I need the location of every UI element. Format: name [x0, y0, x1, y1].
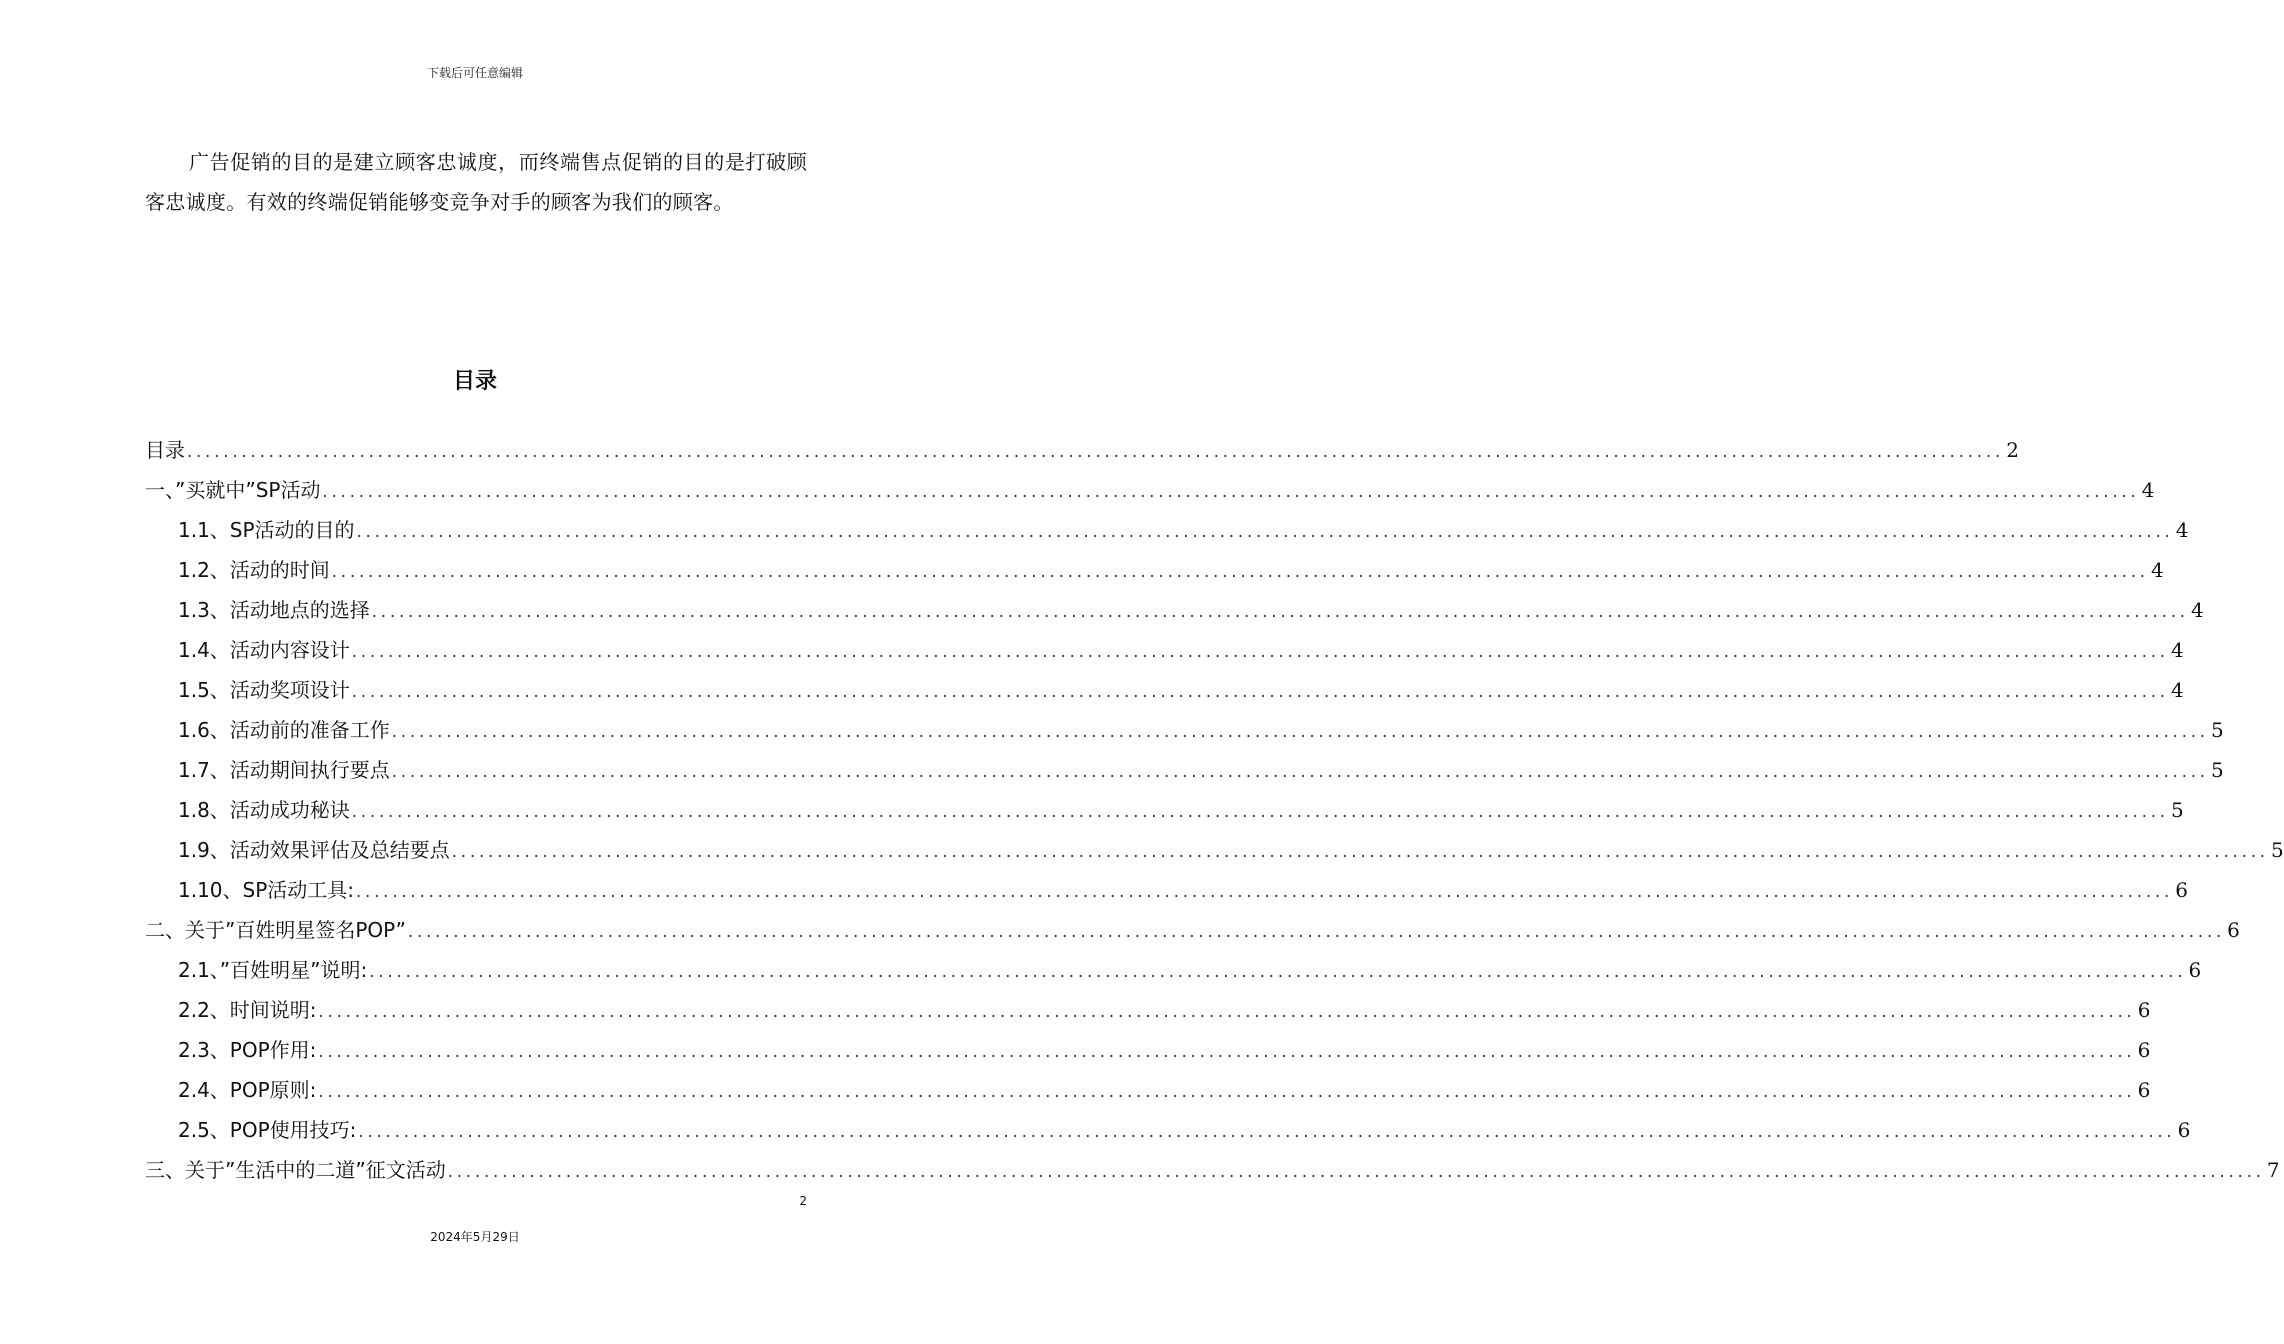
- toc-entry-page: 5: [2271, 838, 2284, 862]
- toc-dot-leader: ........................................................................................................................................................................................................: [391, 762, 2209, 781]
- toc-entry[interactable]: [145, 590, 2204, 630]
- toc-entry[interactable]: [145, 830, 2284, 870]
- toc-dot-leader: ........................................................................................................................................................................................................: [331, 562, 2149, 581]
- toc-entry-page: 2: [2006, 438, 2019, 462]
- toc-entry-page: 4: [2141, 478, 2155, 502]
- toc-entry-label: 1.7、活动期间执行要点: [178, 758, 390, 782]
- toc-entry-page: 4: [2151, 558, 2164, 582]
- toc-entry[interactable]: [145, 510, 2189, 550]
- toc-entry[interactable]: [145, 910, 2240, 950]
- toc-dot-leader: ........................................................................................................................................................................................................: [369, 962, 2187, 981]
- toc-entry-label: 目录: [145, 438, 185, 462]
- toc-entry-label: 2.4、POP原则:: [178, 1078, 317, 1102]
- toc-dot-leader: ........................................................................................................................................................................................................: [356, 522, 2174, 541]
- toc-entry-page: 6: [2137, 1038, 2151, 1062]
- toc-entry-label: 1.6、活动前的准备工作: [178, 718, 390, 742]
- toc-entry-label: 1.3、活动地点的选择: [178, 598, 370, 622]
- toc-entry-page: 6: [2188, 958, 2202, 982]
- toc-entry-page: 4: [2191, 598, 2204, 622]
- toc-entry-label: 2.2、时间说明:: [178, 998, 317, 1022]
- toc-entry-label: 1.1、SP活动的目的: [178, 518, 355, 542]
- toc-entry[interactable]: [145, 750, 2224, 790]
- toc-entry[interactable]: [145, 470, 2155, 510]
- toc-entry[interactable]: [145, 1070, 2151, 1110]
- toc-entry-label: 2.3、POP作用:: [178, 1038, 317, 1062]
- toc-entry-label: 一、”买就中”SP活动: [145, 478, 321, 502]
- toc-entry-page: 5: [2211, 758, 2224, 782]
- toc-dot-leader: ........................................................................................................................................................................................................: [318, 1002, 2136, 1021]
- toc-dot-leader: ........................................................................................................................................................................................................: [351, 642, 2169, 661]
- toc-dot-leader: ........................................................................................................................................................................................................: [318, 1082, 2136, 1101]
- toc-entry-page: 6: [2137, 1078, 2151, 1102]
- toc-entry-page: 4: [2171, 638, 2184, 662]
- toc-title: 目录: [452, 369, 497, 394]
- toc-entry-label: 1.2、活动的时间: [178, 558, 330, 582]
- toc-entry-label: 二、关于”百姓明星签名POP”: [145, 918, 406, 942]
- toc-entry-label: 2.5、POP使用技巧:: [178, 1118, 357, 1142]
- toc-entry-label: 1.4、活动内容设计: [178, 638, 350, 662]
- toc-entry[interactable]: [145, 1030, 2151, 1070]
- page-header: 下载后可任意编辑: [426, 66, 523, 80]
- toc-dot-leader: ........................................................................................................................................................................................................: [447, 1162, 2265, 1181]
- toc-dot-leader: ........................................................................................................................................................................................................: [356, 882, 2174, 901]
- toc-entry[interactable]: [145, 870, 2188, 910]
- toc-dot-leader: ........................................................................................................................................................................................................: [322, 482, 2140, 501]
- toc-entry-label: 三、关于”生活中的二道”征文活动: [145, 1158, 446, 1182]
- toc-dot-leader: ........................................................................................................................................................................................................: [351, 682, 2169, 701]
- intro-paragraph: 广告促销的目的是建立顾客忠诚度，而终端售点促销的目的是打破顾客忠诚度。有效的终端促销能够变竞争对手的顾客为我们的顾客。: [145, 150, 807, 214]
- toc-entry-page: 6: [2175, 878, 2188, 902]
- toc-entry-page: 6: [2137, 998, 2151, 1022]
- toc-entry-page: 7: [2266, 1158, 2280, 1182]
- toc-entry-page: 5: [2211, 718, 2224, 742]
- page-footer-date: 2024年5月29日: [430, 1230, 520, 1244]
- toc-dot-leader: ........................................................................................................................................................................................................: [391, 722, 2209, 741]
- toc-entry[interactable]: [145, 670, 2184, 710]
- toc-dot-leader: ........................................................................................................................................................................................................: [358, 1122, 2176, 1141]
- toc-dot-leader: ........................................................................................................................................................................................................: [371, 602, 2189, 621]
- toc-entry-label: 1.9、活动效果评估及总结要点: [178, 838, 450, 862]
- toc-entry-label: 2.1、”百姓明星”说明:: [178, 958, 368, 982]
- toc-entry-page: 4: [2175, 518, 2189, 542]
- toc-entry-label: 1.10、SP活动工具:: [178, 878, 355, 902]
- toc-entry[interactable]: [145, 430, 2019, 470]
- page-number: 2: [799, 1194, 807, 1208]
- table-of-contents: [145, 430, 2284, 1190]
- toc-entry-page: 6: [2227, 918, 2240, 942]
- toc-dot-leader: ........................................................................................................................................................................................................: [351, 802, 2169, 821]
- toc-dot-leader: ........................................................................................................................................................................................................: [407, 922, 2226, 941]
- toc-entry-label: 1.5、活动奖项设计: [178, 678, 350, 702]
- toc-dot-leader: ........................................................................................................................................................................................................: [318, 1042, 2136, 1061]
- toc-dot-leader: ........................................................................................................................................................................................................: [187, 442, 2005, 461]
- toc-entry[interactable]: [145, 950, 2202, 990]
- toc-entry[interactable]: [145, 710, 2224, 750]
- toc-entry[interactable]: [145, 790, 2184, 830]
- toc-entry-page: 4: [2171, 678, 2184, 702]
- toc-entry[interactable]: [145, 630, 2184, 670]
- toc-entry[interactable]: [145, 550, 2164, 590]
- toc-entry-page: 5: [2171, 798, 2184, 822]
- toc-dot-leader: ........................................................................................................................................................................................................: [451, 842, 2269, 861]
- toc-entry[interactable]: [145, 1110, 2191, 1150]
- toc-entry-page: 6: [2177, 1118, 2191, 1142]
- toc-entry-label: 1.8、活动成功秘诀: [178, 798, 350, 822]
- toc-entry[interactable]: [145, 990, 2151, 1030]
- toc-entry[interactable]: [145, 1150, 2280, 1190]
